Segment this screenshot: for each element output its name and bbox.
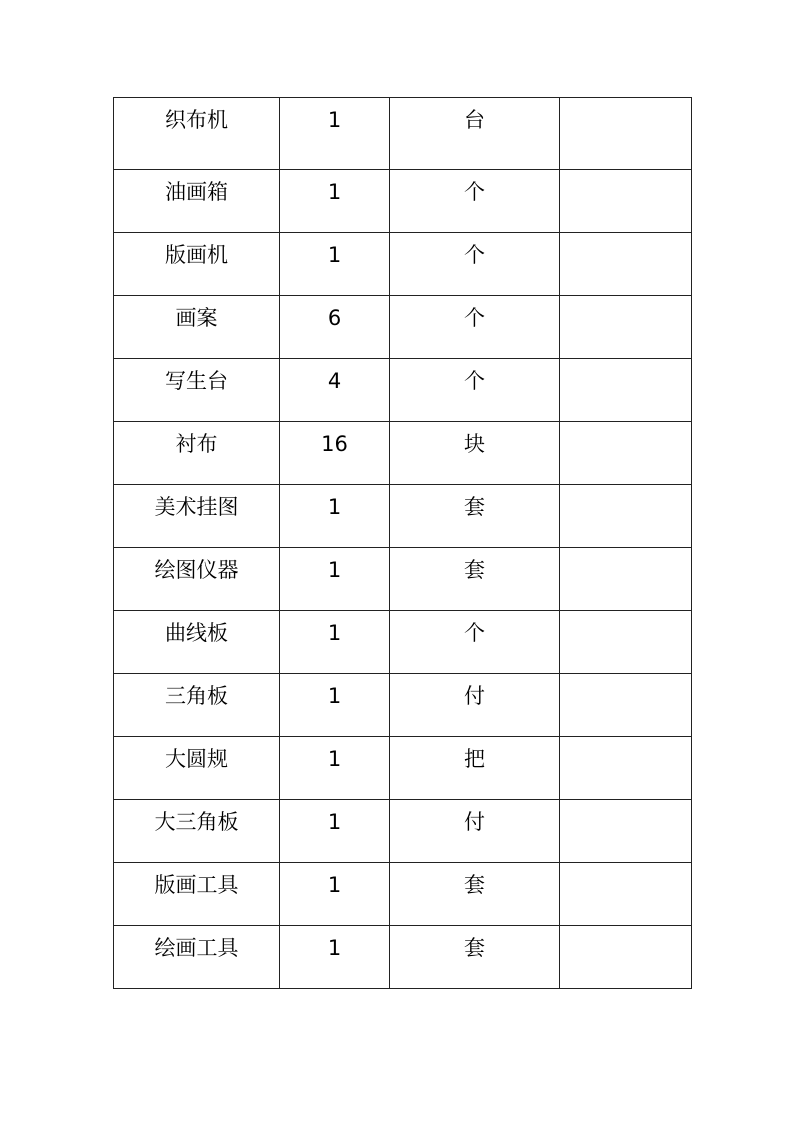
item-name: 版画工具 — [154, 873, 239, 897]
item-name-cell — [114, 485, 280, 548]
unit-cell — [390, 737, 560, 800]
table-row — [114, 737, 692, 800]
item-note — [560, 926, 691, 936]
quantity-cell — [280, 863, 390, 926]
table-row — [114, 170, 692, 233]
item-quantity: 1 — [327, 873, 342, 897]
item-note — [560, 296, 691, 306]
item-name: 画案 — [175, 306, 218, 330]
quantity-cell — [280, 485, 390, 548]
item-name-cell — [114, 359, 280, 422]
item-note — [560, 548, 691, 558]
unit-cell — [390, 611, 560, 674]
item-quantity: 1 — [327, 495, 342, 519]
item-unit: 块 — [464, 432, 485, 456]
unit-cell — [390, 296, 560, 359]
item-name: 衬布 — [175, 432, 218, 456]
item-quantity: 1 — [327, 621, 342, 645]
item-note — [560, 611, 691, 621]
item-note — [560, 485, 691, 495]
item-name-cell — [114, 800, 280, 863]
item-quantity: 1 — [327, 747, 342, 771]
item-quantity: 1 — [327, 936, 342, 960]
item-unit: 套 — [464, 495, 485, 519]
quantity-cell — [280, 800, 390, 863]
note-cell — [560, 98, 692, 170]
table-row — [114, 233, 692, 296]
item-name: 曲线板 — [165, 621, 228, 645]
note-cell — [560, 548, 692, 611]
unit-cell — [390, 674, 560, 737]
item-unit: 套 — [464, 936, 485, 960]
item-note — [560, 674, 691, 684]
note-cell — [560, 674, 692, 737]
note-cell — [560, 863, 692, 926]
note-cell — [560, 170, 692, 233]
quantity-cell — [280, 422, 390, 485]
quantity-cell — [280, 170, 390, 233]
item-quantity: 6 — [327, 306, 342, 330]
unit-cell — [390, 863, 560, 926]
item-note — [560, 800, 691, 810]
note-cell — [560, 485, 692, 548]
item-note — [560, 737, 691, 747]
item-note — [560, 422, 691, 432]
item-unit: 套 — [464, 873, 485, 897]
unit-cell — [390, 485, 560, 548]
item-name-cell — [114, 98, 280, 170]
item-quantity: 1 — [327, 810, 342, 834]
item-name: 版画机 — [165, 243, 228, 267]
table-row — [114, 422, 692, 485]
note-cell — [560, 359, 692, 422]
table-row — [114, 926, 692, 989]
unit-cell — [390, 800, 560, 863]
quantity-cell — [280, 98, 390, 170]
quantity-cell — [280, 737, 390, 800]
item-quantity: 1 — [327, 180, 342, 204]
table-row — [114, 296, 692, 359]
item-note — [560, 863, 691, 873]
item-note — [560, 233, 691, 243]
item-name: 绘图仪器 — [154, 558, 239, 582]
table-row — [114, 863, 692, 926]
unit-cell — [390, 233, 560, 296]
item-quantity: 1 — [327, 108, 342, 132]
note-cell — [560, 296, 692, 359]
item-unit: 把 — [464, 747, 485, 771]
item-name: 大圆规 — [165, 747, 228, 771]
item-name-cell — [114, 233, 280, 296]
table-row — [114, 674, 692, 737]
item-quantity: 1 — [327, 558, 342, 582]
item-note — [560, 98, 691, 108]
item-unit: 付 — [464, 810, 485, 834]
quantity-cell — [280, 926, 390, 989]
table-row — [114, 611, 692, 674]
note-cell — [560, 233, 692, 296]
unit-cell — [390, 359, 560, 422]
item-quantity: 1 — [327, 243, 342, 267]
unit-cell — [390, 98, 560, 170]
item-name: 美术挂图 — [154, 495, 239, 519]
item-unit: 付 — [464, 684, 485, 708]
item-unit: 台 — [464, 108, 485, 132]
unit-cell — [390, 170, 560, 233]
note-cell — [560, 737, 692, 800]
item-quantity: 4 — [327, 369, 342, 393]
item-unit: 个 — [464, 306, 485, 330]
unit-cell — [390, 548, 560, 611]
unit-cell — [390, 926, 560, 989]
item-name: 油画箱 — [165, 180, 228, 204]
item-unit: 个 — [464, 180, 485, 204]
item-note — [560, 170, 691, 180]
quantity-cell — [280, 611, 390, 674]
item-name: 大三角板 — [154, 810, 239, 834]
quantity-cell — [280, 233, 390, 296]
equipment-table-body — [114, 98, 692, 989]
quantity-cell — [280, 548, 390, 611]
item-unit: 个 — [464, 369, 485, 393]
item-quantity: 16 — [321, 432, 348, 456]
item-name: 三角板 — [165, 684, 228, 708]
equipment-table — [113, 97, 692, 989]
table-row — [114, 485, 692, 548]
item-name-cell — [114, 170, 280, 233]
quantity-cell — [280, 674, 390, 737]
item-name: 织布机 — [165, 108, 228, 132]
item-unit: 套 — [464, 558, 485, 582]
note-cell — [560, 611, 692, 674]
note-cell — [560, 926, 692, 989]
item-unit: 个 — [464, 621, 485, 645]
item-name-cell — [114, 422, 280, 485]
quantity-cell — [280, 296, 390, 359]
item-name-cell — [114, 674, 280, 737]
item-name-cell — [114, 548, 280, 611]
item-name-cell — [114, 611, 280, 674]
note-cell — [560, 800, 692, 863]
item-name: 绘画工具 — [154, 936, 239, 960]
item-unit: 个 — [464, 243, 485, 267]
item-name-cell — [114, 296, 280, 359]
item-quantity: 1 — [327, 684, 342, 708]
table-row — [114, 359, 692, 422]
item-name-cell — [114, 926, 280, 989]
item-name-cell — [114, 737, 280, 800]
item-note — [560, 359, 691, 369]
quantity-cell — [280, 359, 390, 422]
table-row — [114, 548, 692, 611]
note-cell — [560, 422, 692, 485]
item-name-cell — [114, 863, 280, 926]
table-row — [114, 98, 692, 170]
unit-cell — [390, 422, 560, 485]
table-row — [114, 800, 692, 863]
item-name: 写生台 — [165, 369, 228, 393]
